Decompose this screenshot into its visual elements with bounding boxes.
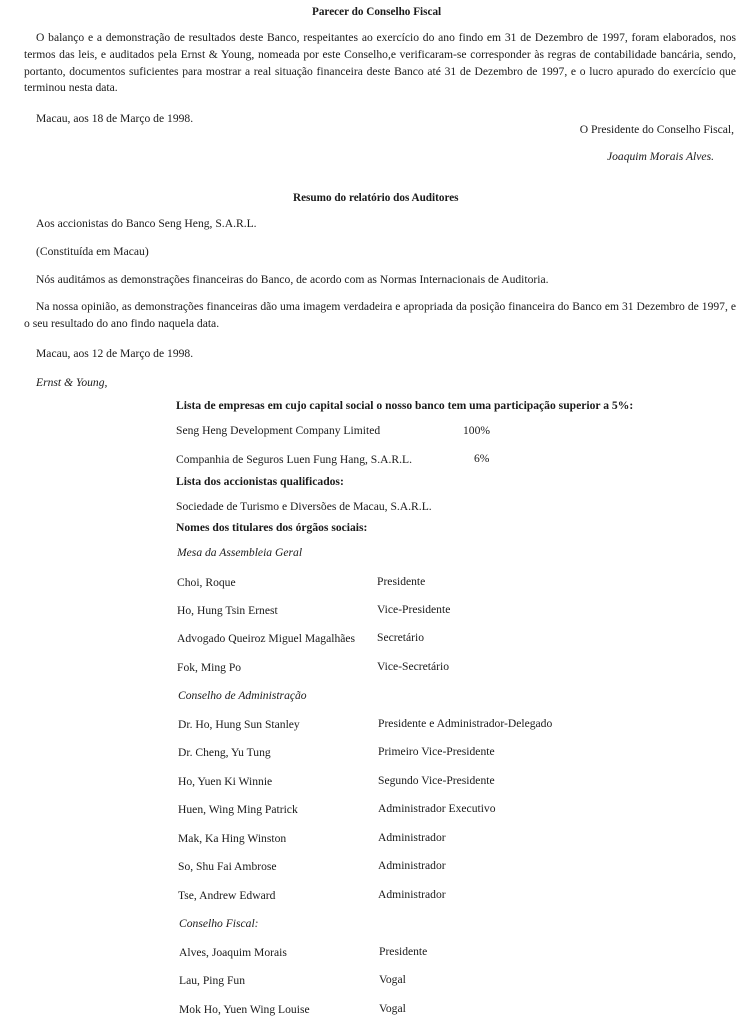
fiscal-title: Conselho Fiscal:: [179, 917, 259, 930]
auditors-signature: Ernst & Young,: [36, 376, 108, 389]
board-member-name: Ho, Yuen Ki Winnie: [178, 775, 273, 788]
board-member-role: Administrador Executivo: [378, 802, 496, 815]
board-member-role: Segundo Vice-Presidente: [378, 774, 495, 787]
shareholder-name: Sociedade de Turismo e Diversões de Macau, S.A.R.L.: [176, 500, 432, 513]
auditors-constituted: (Constituída em Macau): [36, 245, 149, 258]
board-member-role: Administrador: [378, 831, 446, 844]
participations-heading: Lista de empresas em cujo capital social o nosso banco tem uma participação superior a 5%:: [176, 399, 634, 412]
participation-value: 6%: [474, 452, 490, 465]
assembly-member-role: Vice-Presidente: [377, 603, 451, 616]
assembly-member-role: Vice-Secretário: [377, 660, 450, 673]
board-member-name: Tse, Andrew Edward: [178, 889, 276, 902]
board-member-role: Primeiro Vice-Presidente: [378, 745, 495, 758]
board-title: Conselho de Administração: [178, 689, 307, 702]
assembly-member-role: Presidente: [377, 575, 426, 588]
assembly-member-name: Advogado Queiroz Miguel Magalhães: [177, 632, 356, 645]
auditors-opinion: Na nossa opinião, as demonstrações financeiras dão uma imagem verdadeira e apropriada da posição financeira do Banco em 31 Dezembro de 1997, e o seu resultado do ano findo naquela data.: [24, 300, 736, 330]
assembly-member-name: Ho, Hung Tsin Ernest: [177, 604, 278, 617]
assembly-member-role: Secretário: [377, 631, 424, 644]
fiscal-member-role: Vogal: [379, 973, 406, 986]
fiscal-member-role: Vogal: [379, 1002, 406, 1015]
fiscal-council-paragraph: O balanço e a demonstração de resultados deste Banco, respeitantes ao exercício do ano findo em 31 de Dezembro de 1997, foram elaborados, nos termos das leis, e auditados pela Ernst & Young, nomeada por este Conselho,e verificaram-se corresponder às regras de contabilidade bancária, sendo, portanto, documentos suficientes para mostrar a real situação financeira deste Banco até 31 de Dezembro de 1997, e o lucro apurado do exercício que terminou nesta data.: [24, 31, 736, 95]
shareholders-heading: Lista dos accionistas qualificados:: [176, 475, 344, 488]
board-member-role: Administrador: [378, 888, 446, 901]
fiscal-member-role: Presidente: [379, 945, 428, 958]
board-member-name: Dr. Cheng, Yu Tung: [178, 746, 271, 759]
participation-value: 100%: [463, 424, 491, 437]
fiscal-member-name: Lau, Ping Fun: [179, 974, 246, 987]
board-member-name: So, Shu Fai Ambrose: [178, 860, 277, 873]
fiscal-council-title: Parecer do Conselho Fiscal: [312, 6, 442, 18]
fiscal-council-signer-role: O Presidente do Conselho Fiscal,: [579, 123, 734, 136]
auditors-statement: Nós auditámos as demonstrações financeiras do Banco, de acordo com as Normas Internacionais de Auditoria.: [36, 273, 549, 286]
auditors-addressee: Aos accionistas do Banco Seng Heng, S.A.R.L.: [36, 217, 257, 230]
board-member-name: Huen, Wing Ming Patrick: [178, 803, 298, 816]
board-member-name: Dr. Ho, Hung Sun Stanley: [178, 718, 300, 731]
participation-name: Companhia de Seguros Luen Fung Hang, S.A.R.L.: [176, 453, 413, 466]
fiscal-council-signer-name: Joaquim Morais Alves.: [606, 150, 714, 163]
fiscal-member-name: Alves, Joaquim Morais: [179, 946, 287, 959]
fiscal-council-place-date: Macau, aos 18 de Março de 1998.: [36, 112, 194, 125]
auditors-place-date: Macau, aos 12 de Março de 1998.: [36, 347, 194, 360]
assembly-member-name: Choi, Roque: [177, 576, 236, 589]
board-member-role: Administrador: [378, 859, 446, 872]
assembly-title: Mesa da Assembleia Geral: [177, 546, 303, 559]
board-member-role: Presidente e Administrador-Delegado: [378, 717, 553, 730]
fiscal-member-name: Mok Ho, Yuen Wing Louise: [179, 1003, 310, 1016]
assembly-member-name: Fok, Ming Po: [177, 661, 242, 674]
board-member-name: Mak, Ka Hing Winston: [178, 832, 287, 845]
participation-name: Seng Heng Development Company Limited: [176, 424, 381, 437]
auditors-title: Resumo do relatório dos Auditores: [293, 192, 459, 204]
officers-heading: Nomes dos titulares dos órgãos sociais:: [176, 521, 368, 534]
